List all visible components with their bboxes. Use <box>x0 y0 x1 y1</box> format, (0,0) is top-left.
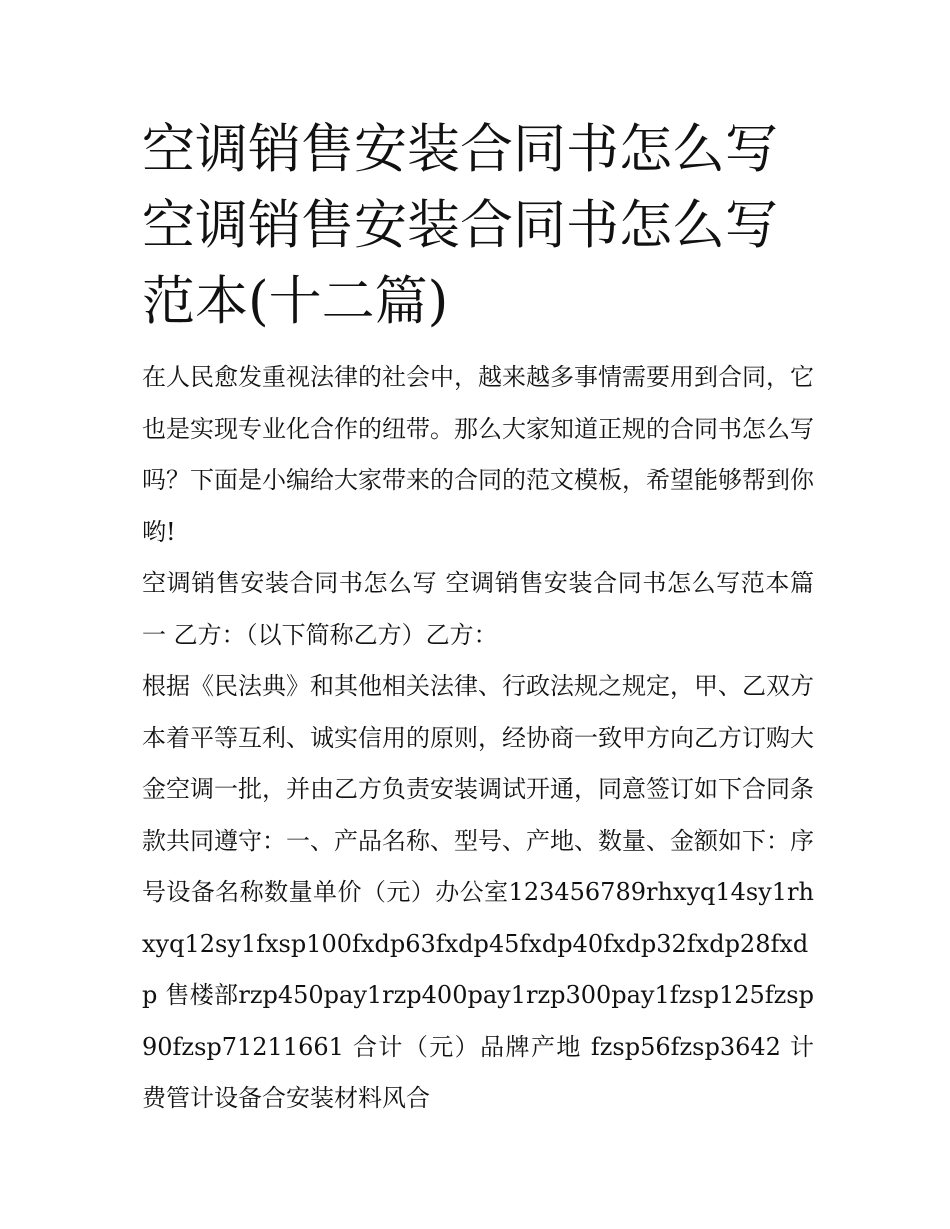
document-page <box>142 112 814 1125</box>
document-body <box>142 352 814 1125</box>
document-title: 空调销售安装合同书怎么写 空调销售安装合同书怎么写范本(十二篇) <box>142 119 778 332</box>
contract-terms-paragraph: 根据《民法典》和其他相关法律、行政法规之规定，甲、乙双方本着平等互利、诚实信用的原则，经协商一致甲方向乙方订购大金空调一批，并由乙方负责安装调试开通，同意签订如下合同条款共同遵守：一、产品名称、型号、产地、数量、金额如下：序号设备名称数量单价（元）办公室123456789rhxyq14sy1rhxyq12sy1fxsp100fxdp63fxdp45fxdp40fxdp32fxdp28fxdp 售楼部rzp450pay1rzp400pay1rzp300pay1fzsp125fzsp90fzsp71211661 合计（元）品牌产地 fzsp56fzsp3642 计费管计设备合安装材料风合 <box>142 672 814 1112</box>
intro-paragraph: 在人民愈发重视法律的社会中，越来越多事情需要用到合同，它也是实现专业化合作的纽带。那么大家知道正规的合同书怎么写吗？下面是小编给大家带来的合同的范文模板，希望能够帮到你哟! <box>142 363 814 546</box>
section-heading-paragraph: 空调销售安装合同书怎么写 空调销售安装合同书怎么写范本篇一 乙方：（以下简称乙方）乙方： <box>142 569 814 649</box>
